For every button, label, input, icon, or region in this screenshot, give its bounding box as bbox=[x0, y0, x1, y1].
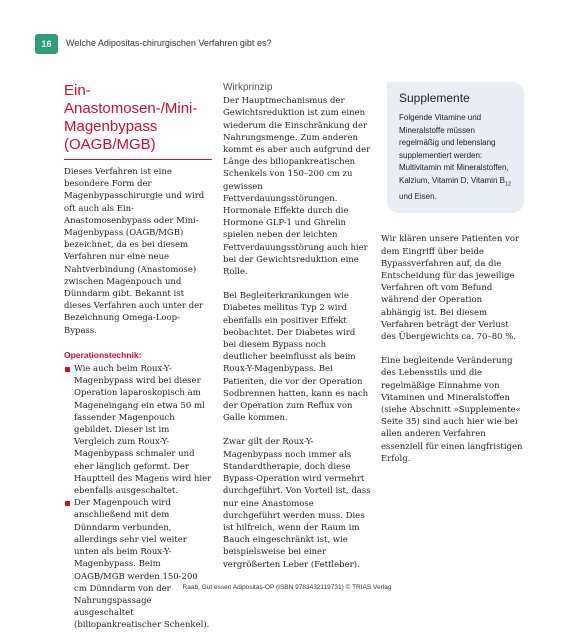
supplements-text: Folgende Vitamine und Mineralstoffe müssen regelmäßig und lebenslang supplementiert werden: Multivitamin mit Mineralstoffen, Kalzium, Vitamin D, Vitamin $B_{12}$ und Eisen. bbox=[399, 113, 512, 201]
intro-paragraph: Dieses Verfahren ist eine besondere Form der Magenbypasschirurgie und wird oft auch als Ein-Anastomosenbypass oder Mini-Magenbypass (OAGB/MGB) bezeichnet, da es bei diesem Verfahren nur eine neue Nahtverbindung (Anastomose) zwischen Magenpouch und Dünndarm gibt. Bekannt ist dieses Verfahren auch unter der Bezeichnung Omega-Loop-Bypass. bbox=[64, 167, 205, 336]
mechanism-heading: Wirkprinzip bbox=[223, 82, 273, 93]
list-item: Wie auch beim Roux-Y-Magenbypass wird bei dieser Operation laparoskopisch am Mageneingang ein etwa 50 ml fassender Magenpouch gebildet. Dieser ist im Vergleich zum Roux-Y-Magenbypass schmaler und eher länglich geformt. Der Hauptteil des Magens wird hier ebenfalls ausgeschaltet. bbox=[74, 364, 212, 497]
list-item: Der Magenpouch wird anschließend mit dem Dünndarm verbunden, allerdings sehr viel weiter unten als beim Roux-Y-Magenbypass. Beim OAGB/MGB werden 150-200 cm Dünndarm von der Nahrungspassage ausgeschaltet (biliopankreatischer Schenkel). bbox=[74, 497, 212, 631]
supplements-title: Supplemente bbox=[399, 91, 470, 105]
operation-technique-heading: Operationstechnik: bbox=[64, 349, 142, 360]
section-title: Ein-Anastomosen-/Mini-Magenbypass (OAGB/MGB) bbox=[64, 82, 212, 160]
lifestyle-paragraph: Eine begleitende Veränderung des Lebensstils und die regelmäßige Einnahme von Vitaminen und Mineralstoffen (siehe Abschnitt »Supplemente« Seite 35) sind auch hier wie bei allen anderen Verfahren essenziell für einen langfristigen Erfolg. bbox=[381, 356, 523, 464]
page-number-badge: 16 bbox=[35, 34, 58, 54]
running-head: Welche Adipositas-chirurgischen Verfahren gibt es? bbox=[66, 38, 272, 48]
footer-citation: Raab, Gut essen Adipositas-OP (ISBN 9783432119731) © TRIAS Verlag bbox=[182, 584, 392, 591]
comorbidity-paragraph: Bei Begleiterkrankungen wie Diabetes mellitus Typ 2 wird ebenfalls ein positiver Effekt beobachtet. Der Diabetes wird bei diesem Bypass noch deutlicher beeinflusst als beim Roux-Y-Magenbypass. Bei Patienten, die vor der Operation Sodbrennen hatten, kann es nach der Operation zum Reflux von Galle kommen. bbox=[223, 291, 369, 424]
column-left bbox=[64, 82, 212, 632]
supplements-box bbox=[387, 82, 524, 213]
column-right bbox=[381, 82, 524, 465]
operation-technique-list bbox=[64, 363, 212, 631]
column-middle bbox=[223, 82, 371, 571]
patient-info-paragraph: Wir klären unsere Patienten vor dem Eingriff über beide Bypassverfahren auf, da die Entscheidung für das jeweilige Verfahren oft vom Befund während der Operation abhängig ist. Bei diesem Verfahren beträgt der Verlust des Übergewichts ca. 70–80 %. bbox=[381, 234, 520, 342]
standard-therapy-paragraph: Zwar gilt der Roux-Y-Magenbypass noch immer als Standardtherapie, doch diese Bypass-Operation wird vermehrt durchgeführt. Von Vorteil ist, dass nur eine Anastomose durchgeführt werden muss. Dies ist hilfreich, wenn der Raum im Bauch eingeschränkt ist, wie beispielsweise bei einer vergrößerten Leber (Fettleber). bbox=[223, 437, 371, 570]
mechanism-paragraph: Der Hauptmechanismus der Gewichtsreduktion ist zum einen wiederum die Einschränkung der Nahrungsmenge. Zum anderen kommt es aber auch aufgrund der Länge des biliopankreatischen Schenkels von 150–200 cm zu gewissen Fettverdauungsstörungen. Hormonale Effekte durch die Hormone GLP-1 und Ghrelin spielen neben der leichten Fettverdauungsstörung auch hier bei der Gewichtsreduktion eine Rolle. bbox=[223, 96, 371, 278]
